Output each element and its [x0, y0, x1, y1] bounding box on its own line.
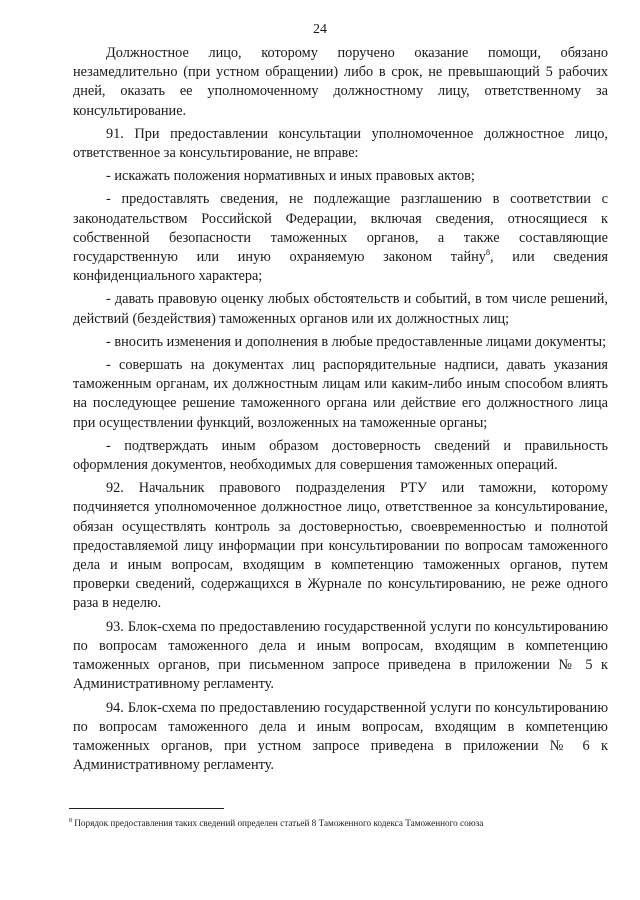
footnote-separator	[69, 808, 224, 809]
paragraph-91: 91. При предоставлении консультации уполномоченное должностное лицо, ответственное за консультирование, не вправе:	[73, 125, 608, 162]
paragraph-92: 92. Начальник правового подразделения РТУ или таможни, которому подчиняется уполномоченное должностное лицо, ответственное за консультирование, обязан осуществлять контроль за достоверностью, своевременностью и полнотой предоставляемой лицу информации при консультировании по вопросам таможенного дела и иным вопросам, входящим в компетенцию таможенных органов, путем проверки сведений, содержащихся в Журнале по консультированию, не реже одного раза в неделю.	[73, 480, 608, 612]
paragraph-94: 94. Блок-схема по предоставлению государственной услуги по консультированию по вопросам таможенного дела и иным вопросам, входящим в компетенцию таможенных органов, при устном запросе приведена в приложении № 6 к Административному регламенту.	[73, 699, 608, 774]
list-item: - давать правовую оценку любых обстоятельств и событий, в том числе решений, действий (бездействия) таможенных органов или их должностных лиц;	[73, 291, 608, 327]
paragraph: Должностное лицо, которому поручено оказание помощи, обязано незамедлительно (при устном обращении) либо в срок, не превышающий 5 рабочих дней, оказать ее уполномоченному должностному лицу, ответственному за консультирование.	[73, 45, 608, 119]
document-body	[73, 44, 608, 775]
list-item-text: - предоставлять сведения, не подлежащие разглашению в соответствии с законодательством Российской Федерации, включая сведения, относящиеся к собственной безопасности таможенных органов, а также составляющие государственную или иную охраняемую законом тайну	[73, 191, 608, 266]
list-item-text-tail: , или сведения конфиденциального характера;	[73, 249, 608, 285]
list-item: - совершать на документах лиц распорядительные надписи, давать указания таможенным органам, их должностным лицам или каким-либо иным способом влиять на последующее решение таможенного органа или действие его должностного лица при осуществлении функций, возложенных на таможенные органы;	[73, 357, 608, 431]
list-item: - вносить изменения и дополнения в любые предоставленные лицами документы;	[106, 333, 607, 350]
footnote-text: Порядок предоставления таких сведений определен статьей 8 Таможенного кодекса Таможенного союза	[72, 818, 484, 828]
list-item: - подтверждать иным образом достоверность сведений и правильность оформления документов, необходимых для совершения таможенных операций.	[73, 437, 608, 474]
list-item: - искажать положения нормативных и иных правовых актов;	[106, 168, 475, 185]
paragraph-93: 93. Блок-схема по предоставлению государственной услуги по консультированию по вопросам таможенного дела и иным вопросам, входящим в компетенцию таможенных органов, при письменном запросе приведена в приложении № 5 к Административному регламенту.	[73, 618, 608, 693]
page-number: 24	[313, 22, 327, 37]
footnote-reference: 8	[485, 248, 490, 258]
list-item	[73, 190, 608, 286]
footnote-marker: 8	[69, 817, 72, 824]
footnote	[69, 817, 609, 829]
